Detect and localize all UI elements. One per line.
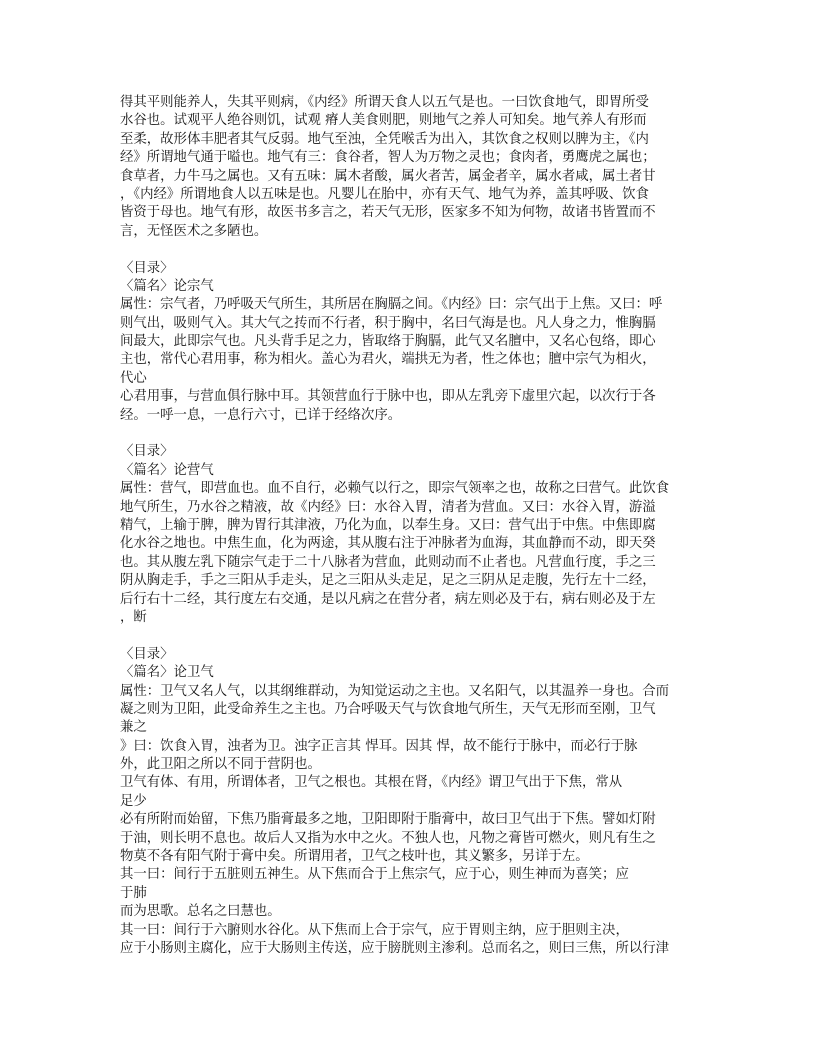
text-line: 至柔，故形体丰肥者其气反弱。地气至浊，全凭喉舌为出入，其饮食之权则以脾为主，《内 [120, 131, 649, 147]
text-line: 》曰：饮食入胃，浊者为卫。浊字正言其 悍耳。因其 悍，故不能行于脉中，而必行于脉 [120, 738, 638, 754]
section-weiqi [120, 646, 696, 959]
text-line: 物莫不各有阳气附于膏中矣。所谓用者，卫气之枝叶也，其义繁多，另详于左。 [120, 849, 589, 865]
section-zongqi [120, 260, 696, 426]
text-line: 属性：宗气者，乃呼吸天气所生，其所居在胸膈之间。《内经》曰：宗气出于上焦。又曰：呼 [120, 297, 663, 313]
text-line: 外，此卫阳之所以不同于营阴也。 [120, 757, 321, 773]
section-title: 〈篇名〉论营气 [120, 462, 214, 478]
text-line: ，《内经》所谓地食人以五味是也。凡婴儿在胎中，亦有天气、地气为养，盖其呼吸、饮食 [120, 186, 649, 202]
text-line: 得其平则能养人，失其平则病，《内经》所谓天食人以五气是也。一曰饮食地气，即胃所受 [120, 95, 649, 110]
section-toc-label: 〈目录〉 [120, 444, 174, 460]
section-yingqi [120, 443, 696, 627]
section-toc-label: 〈目录〉 [120, 646, 174, 662]
paragraph-gap [120, 425, 696, 443]
text-line: 而为思歌。总名之曰慧也。 [120, 904, 281, 920]
text-line: 于油，则长明不息也。故后人又指为水中之火。不独人也，凡物之膏皆可燃火，则凡有生之 [120, 830, 656, 846]
section-toc-label: 〈目录〉 [120, 260, 174, 276]
text-line: 经。一呼一息，一息行六寸，已详于经络次序。 [120, 407, 402, 423]
text-line: 阴从胸走手，手之三阳从手走头，足之三阳从头走足，足之三阴从足走腹，先行左十二经， [120, 573, 656, 589]
paragraph-gap [120, 627, 696, 645]
text-line: 地气所生，乃水谷之精液，故《内经》曰：水谷入胃，清者为营血。又曰：水谷入胃，游溢 [120, 499, 656, 515]
text-line: 主也，常代心君用事，称为相火。盖心为君火，端拱无为者，性之体也；膻中宗气为相火， [120, 352, 656, 368]
text-line: 兼之 [120, 720, 147, 736]
text-line: 食草者，力牛马之属也。又有五味：属木者酸，属火者苦，属金者辛，属水者咸，属土者甘 [120, 168, 656, 184]
paragraph-intro [120, 94, 696, 241]
section-title: 〈篇名〉论卫气 [120, 665, 214, 681]
text-line: 必有所附而始留，下焦乃脂膏最多之地，卫阳即附于脂膏中，故曰卫气出于下焦。譬如灯附 [120, 812, 656, 828]
text-line: 属性：营气，即营血也。血不自行，必赖气以行之，即宗气领率之也，故称之曰营气。此饮食 [120, 481, 670, 497]
document-page [120, 94, 696, 958]
text-line: 经》所谓地气通于嗌也。地气有三：食谷者，智人为万物之灵也；食肉者，勇鹰虎之属也； [120, 150, 656, 166]
text-line: 皆资于母也。地气有形，故医书多言之，若天气无形，医家多不知为何物，故诸书皆置而不 [120, 205, 656, 221]
text-line: 于肺 [120, 885, 147, 901]
paragraph-gap [120, 241, 696, 259]
text-line: 凝之则为卫阳，此受命养生之主也。乃合呼吸天气与饮食地气所生，天气无形而至刚，卫气 [120, 701, 656, 717]
text-line: 心君用事，与营血俱行脉中耳。其领营血行于脉中也，即从左乳旁下虚里穴起，以次行于各 [120, 389, 656, 405]
section-title: 〈篇名〉论宗气 [120, 278, 214, 294]
text-line: ，断 [120, 609, 147, 625]
text-line: 水谷也。试观平人绝谷则饥，试观 瘠人美食则肥，则地气之养人可知矣。地气养人有形而 [120, 113, 647, 129]
text-line: 也。其从腹左乳下随宗气走于二十八脉者为营血，此则动而不止者也。凡营血行度，手之三 [120, 554, 656, 570]
text-line: 后行右十二经，其行度左右交通，是以凡病之在营分者，病左则必及于右，病右则必及于左 [120, 591, 656, 607]
text-line: 则气出，吸则气入。其大气之抟而不行者，积于胸中，名曰气海是也。凡人身之力，惟胸膈 [120, 315, 656, 331]
text-line: 化水谷之地也。中焦生血，化为两途，其从腹右注于冲脉者为血海，其血静而不动，即天癸 [120, 536, 656, 552]
text-line: 足少 [120, 793, 147, 809]
text-line: 卫气有体、有用，所谓体者，卫气之根也。其根在肾，《内经》谓卫气出于下焦，常从 [120, 775, 623, 791]
text-line: 其一曰：间行于六腑则水谷化。从下焦而上合于宗气，应于胃则主纳，应于胆则主决， [120, 922, 629, 938]
text-line: 精气，上输于脾，脾为胃行其津液，乃化为血，以奉生身。又曰：营气出于中焦。中焦即腐 [120, 517, 656, 533]
text-line: 应于小肠则主腐化，应于大肠则主传送，应于膀胱则主渗利。总而名之，则曰三焦，所以行津 [120, 940, 670, 956]
text-line: 言，无怪医术之多陋也。 [120, 223, 268, 239]
text-line: 间最大，此即宗气也。凡头背手足之力，皆取络于胸膈，此气又名膻中，又名心包络，即心 [120, 334, 656, 350]
text-line: 代心 [120, 370, 147, 386]
text-line: 其一曰：间行于五脏则五神生。从下焦而合于上焦宗气，应于心，则生神而为喜笑；应 [120, 867, 629, 883]
text-line: 属性：卫气又名人气，以其纲维群动，为知觉运动之主也。又名阳气，以其温养一身也。合而 [120, 683, 670, 699]
